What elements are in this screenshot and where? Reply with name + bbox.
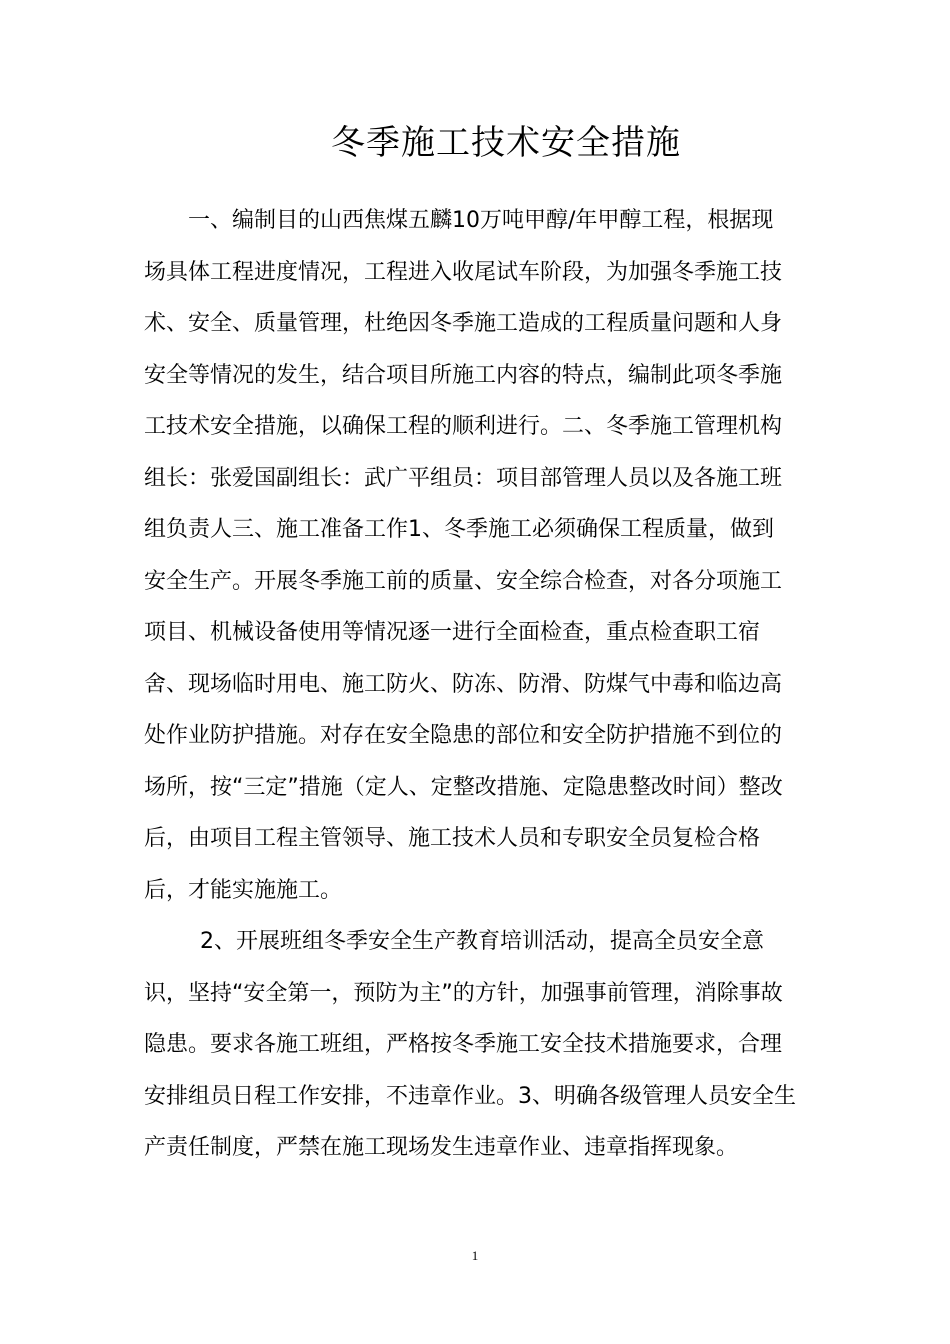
paragraph-line: 组长：张爱国副组长：武广平组员：项目部管理人员以及各施工班 — [144, 465, 783, 491]
paragraph-line: 产责任制度，严禁在施工现场发生违章作业、违章指挥现象。 — [144, 1135, 739, 1160]
paragraph-line: 识，坚持“安全第一，预防为主”的方针，加强事前管理，消除事故 — [144, 980, 783, 1006]
page-number: 1 — [471, 1248, 479, 1263]
paragraph-line: 安全生产。开展冬季施工前的质量、安全综合检查，对各分项施工 — [144, 568, 783, 594]
paragraph-line: 后，才能实施施工。 — [144, 877, 343, 903]
paragraph-line: 术、安全、质量管理，杜绝因冬季施工造成的工程质量问题和人身 — [144, 311, 783, 336]
paragraph-line: 隐患。要求各施工班组，严格按冬季施工安全技术措施要求，合理 — [144, 1032, 783, 1057]
paragraph-line: 安排组员日程工作安排，不违章作业。3、明确各级管理人员安全生 — [144, 1083, 796, 1109]
paragraph-line: 处作业防护措施。对存在安全隐患的部位和安全防护措施不到位的 — [144, 723, 783, 748]
paragraph-line: 后，由项目工程主管领导、施工技术人员和专职安全员复检合格 — [144, 826, 761, 851]
document-body — [144, 195, 824, 1174]
paragraph-line: 场具体工程进度情况，工程进入收尾试车阶段，为加强冬季施工技 — [144, 259, 783, 285]
paragraph-line: 项目、机械设备使用等情况逐一进行全面检查，重点检查职工宿 — [144, 620, 761, 645]
paragraph-line: 一、编制目的山西焦煤五麟10万吨甲醇/年甲醇工程，根据现 — [188, 208, 774, 233]
paragraph-line: 场所，按“三定”措施（定人、定整改措施、定隐患整改时间）整改 — [144, 774, 783, 800]
paragraph-line: 安全等情况的发生，结合项目所施工内容的特点，编制此项冬季施 — [144, 362, 783, 388]
paragraph-line: 2、开展班组冬季安全生产教育培训活动，提高全员安全意 — [200, 929, 764, 954]
paragraph-line: 工技术安全措施，以确保工程的顺利进行。二、冬季施工管理机构 — [144, 414, 783, 439]
document-title: 冬季施工技术安全措施 — [331, 123, 681, 163]
paragraph-line: 组负责人三、施工准备工作1、冬季施工必须确保工程质量，做到 — [144, 517, 774, 542]
paragraph-line: 舍、现场临时用电、施工防火、防冻、防滑、防煤气中毒和临边高 — [144, 671, 783, 697]
